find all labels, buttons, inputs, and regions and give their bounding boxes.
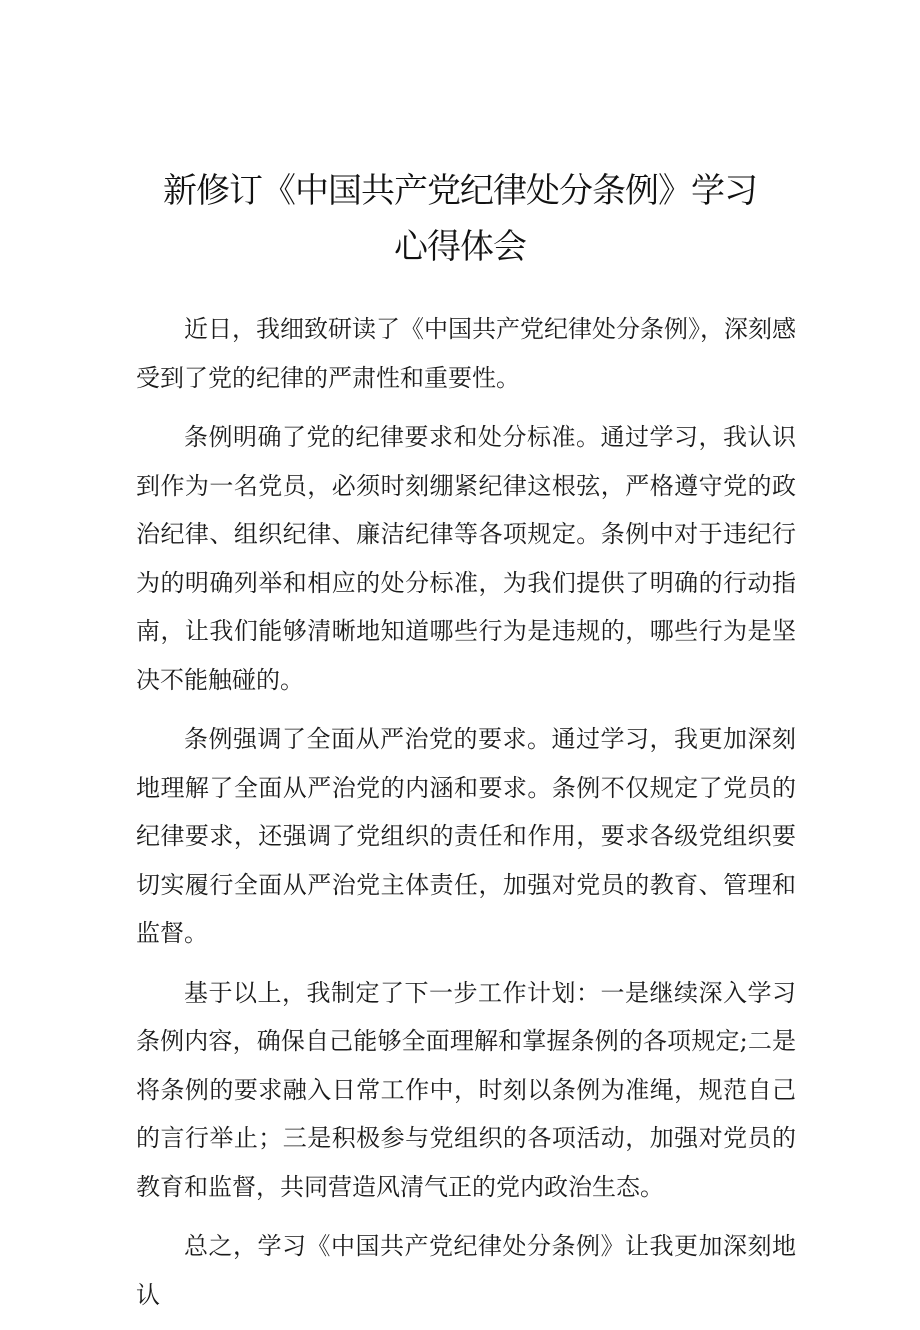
- paragraph-discipline-requirements: 条例明确了党的纪律要求和处分标准。通过学习，我认识到作为一名党员，必须时刻绷紧纪律这根弦，严格遵守党的政治纪律、组织纪律、廉洁纪律等各项规定。条例中对于违纪行为的明确列举和相应的处分标准，为我们提供了明确的行动指南，让我们能够清晰地知道哪些行为是违规的，哪些行为是坚决不能触碰的。: [136, 423, 796, 694]
- title-line-2: 心得体会: [394, 227, 526, 267]
- title-line-1: 新修订《中国共产党纪律处分条例》学习: [163, 171, 757, 211]
- paragraph-intro: 近日，我细致研读了《中国共产党纪律处分条例》，深刻感受到了党的纪律的严肃性和重要性。: [136, 315, 796, 392]
- paragraph-strict-governance: 条例强调了全面从严治党的要求。通过学习，我更加深刻地理解了全面从严治党的内涵和要求。条例不仅规定了党员的纪律要求，还强调了党组织的责任和作用，要求各级党组织要切实履行全面从严治党主体责任，加强对党员的教育、管理和监督。: [136, 725, 796, 947]
- document-title: [100, 163, 820, 275]
- paragraph-conclusion: 总之，学习《中国共产党纪律处分条例》让我更加深刻地认: [136, 1232, 796, 1309]
- document-body: [136, 305, 796, 1330]
- paragraph-work-plan: 基于以上，我制定了下一步工作计划：一是继续深入学习条例内容，确保自己能够全面理解和掌握条例的各项规定;二是将条例的要求融入日常工作中，时刻以条例为准绳，规范自己的言行举止；三是积极参与党组织的各项活动，加强对党员的教育和监督，共同营造风清气正的党内政治生态。: [136, 978, 796, 1201]
